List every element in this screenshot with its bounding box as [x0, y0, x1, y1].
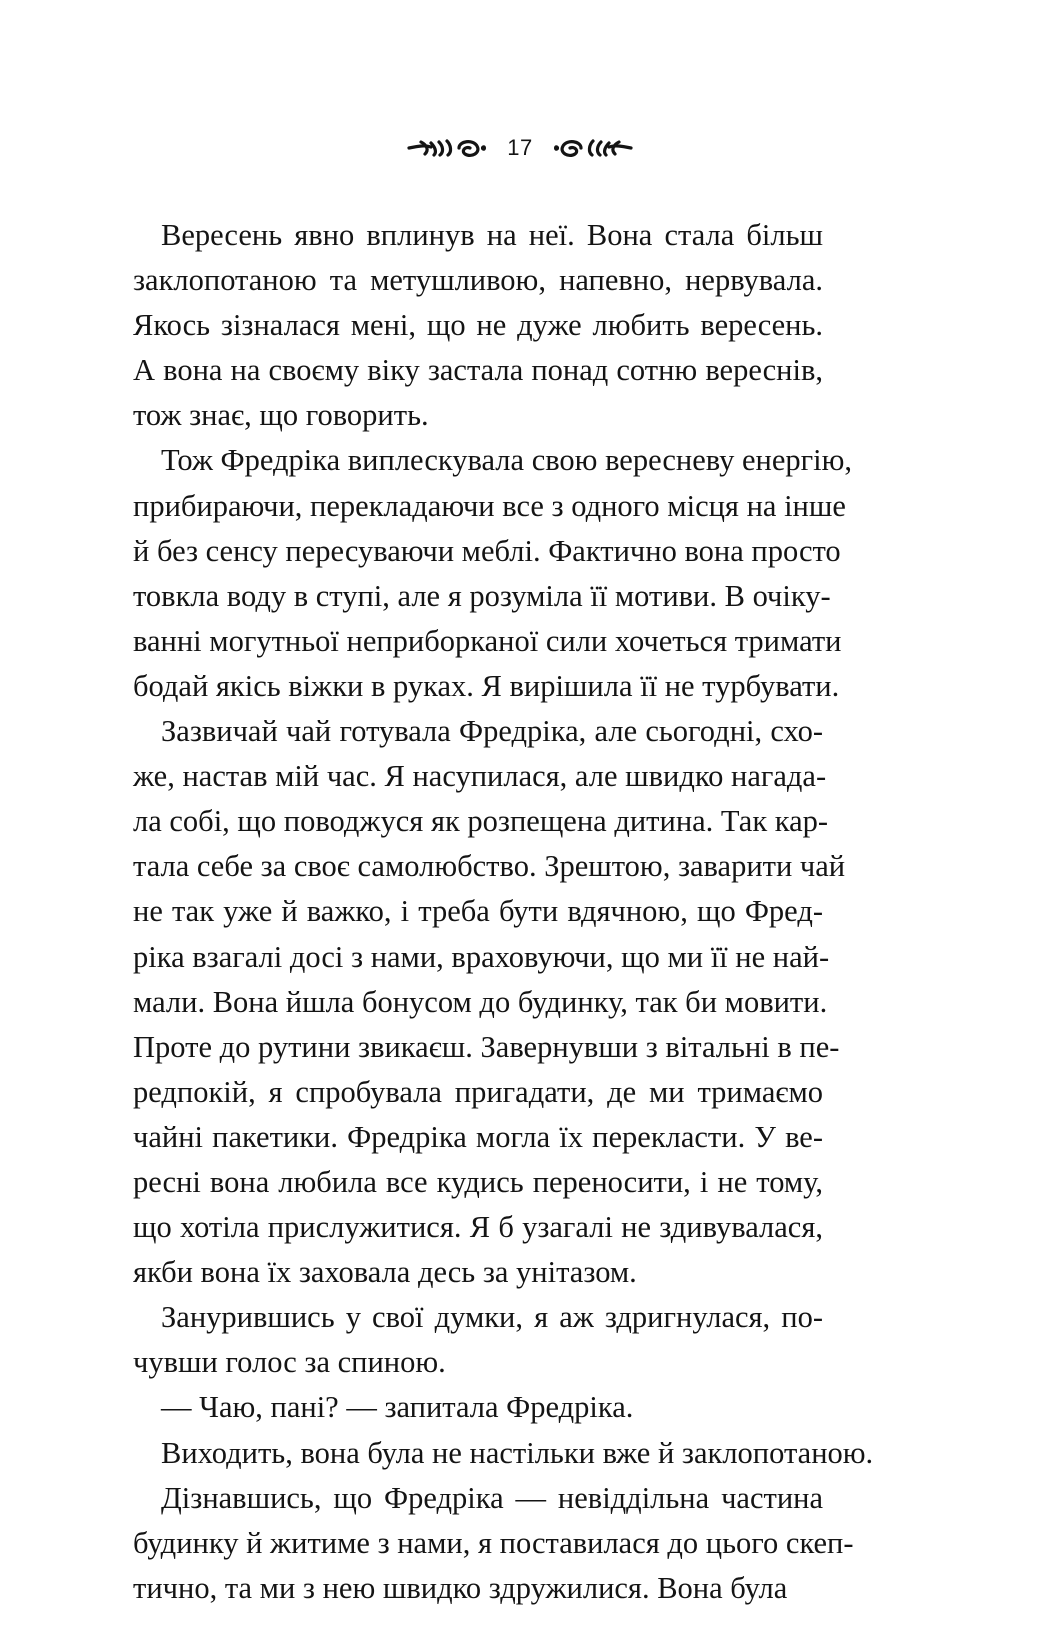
paragraph — [133, 438, 853, 709]
text-line: Виходить, вона була не настільки вже й заклопотаною. — [161, 1435, 874, 1470]
paragraph — [133, 709, 846, 1295]
text-line: ла собі, що поводжуся як розпещена дитина. Так кар- — [133, 804, 829, 839]
text-line: Якось зізналася мені, що не дуже любить вересень. — [133, 308, 823, 343]
text-line: прибираючи, перекладаючи все з одного місця на інше — [133, 488, 846, 523]
paragraph — [133, 1295, 823, 1385]
text-line: ванні могутньої неприборканої сили хочеться тримати — [133, 623, 842, 658]
text-line: же, настав мій час. Я насупилася, але швидко нагада- — [133, 759, 827, 794]
paragraph — [133, 1431, 874, 1476]
text-line: Вересень явно вплинув на неї. Вона стала більш — [161, 218, 823, 252]
text-line: бодай якісь віжки в руках. Я вирішила її не турбувати. — [133, 668, 840, 703]
text-line: ресні вона любила все кудись переносити, і не тому, — [133, 1164, 823, 1199]
body-text — [133, 213, 874, 1611]
text-line: заклопотаною та метушливою, напевно, нервувала. — [133, 263, 823, 298]
text-line: чайні пакетики. Фредріка могла їх перекласти. У ве- — [133, 1119, 823, 1154]
flourish-right-ornament-icon — [553, 133, 633, 163]
text-line: тично, та ми з нею швидко здружилися. Вона була — [133, 1570, 788, 1605]
text-line: мали. Вона йшла бонусом до будинку, так би мовити. — [133, 984, 828, 1019]
page-number: 17 — [507, 135, 533, 160]
text-line: А вона на своєму віку застала понад сотню вереснів, — [133, 353, 823, 388]
text-line: Тож Фредріка виплескувала свою вересневу енергію, — [161, 443, 853, 478]
text-line: — Чаю, пані? — запитала Фредріка. — [161, 1390, 634, 1425]
text-line: й без сенсу пересуваючи меблі. Фактично вона просто — [133, 533, 841, 568]
paragraph — [133, 213, 823, 438]
text-line: чувши голос за спиною. — [133, 1345, 446, 1380]
text-line: Занурившись у свої думки, я аж здригнулася, по- — [161, 1300, 823, 1335]
paragraph — [133, 1385, 823, 1430]
flourish-left-ornament-icon — [407, 133, 487, 163]
page-header — [0, 128, 1040, 168]
text-line: тала себе за своє самолюбство. Зрештою, заварити чай — [133, 849, 846, 884]
text-line: товкла воду в ступі, але я розуміла її мотиви. В очіку- — [133, 578, 831, 613]
text-line: Проте до рутини звикаєш. Завернувши з вітальні в пе- — [133, 1029, 840, 1064]
text-line: Дізнавшись, що Фредріка — невіддільна частина — [161, 1480, 823, 1515]
text-line: тож знає, що говорить. — [133, 398, 429, 433]
text-line: не так уже й важко, і треба бути вдячною, що Фред- — [133, 894, 823, 929]
text-line: якби вона їх заховала десь за унітазом. — [133, 1255, 637, 1290]
paragraph — [133, 1476, 854, 1611]
text-line: редпокій, я спробувала пригадати, де ми тримаємо — [133, 1074, 823, 1109]
text-line: що хотіла прислужитися. Я б узагалі не здивувалася, — [133, 1210, 823, 1245]
text-line: Зазвичай чай готувала Фредріка, але сьогодні, схо- — [161, 714, 823, 749]
text-line: ріка взагалі досі з нами, враховуючи, що ми її не най- — [133, 939, 830, 974]
text-line: будинку й житиме з нами, я поставилася до цього скеп- — [133, 1525, 854, 1560]
